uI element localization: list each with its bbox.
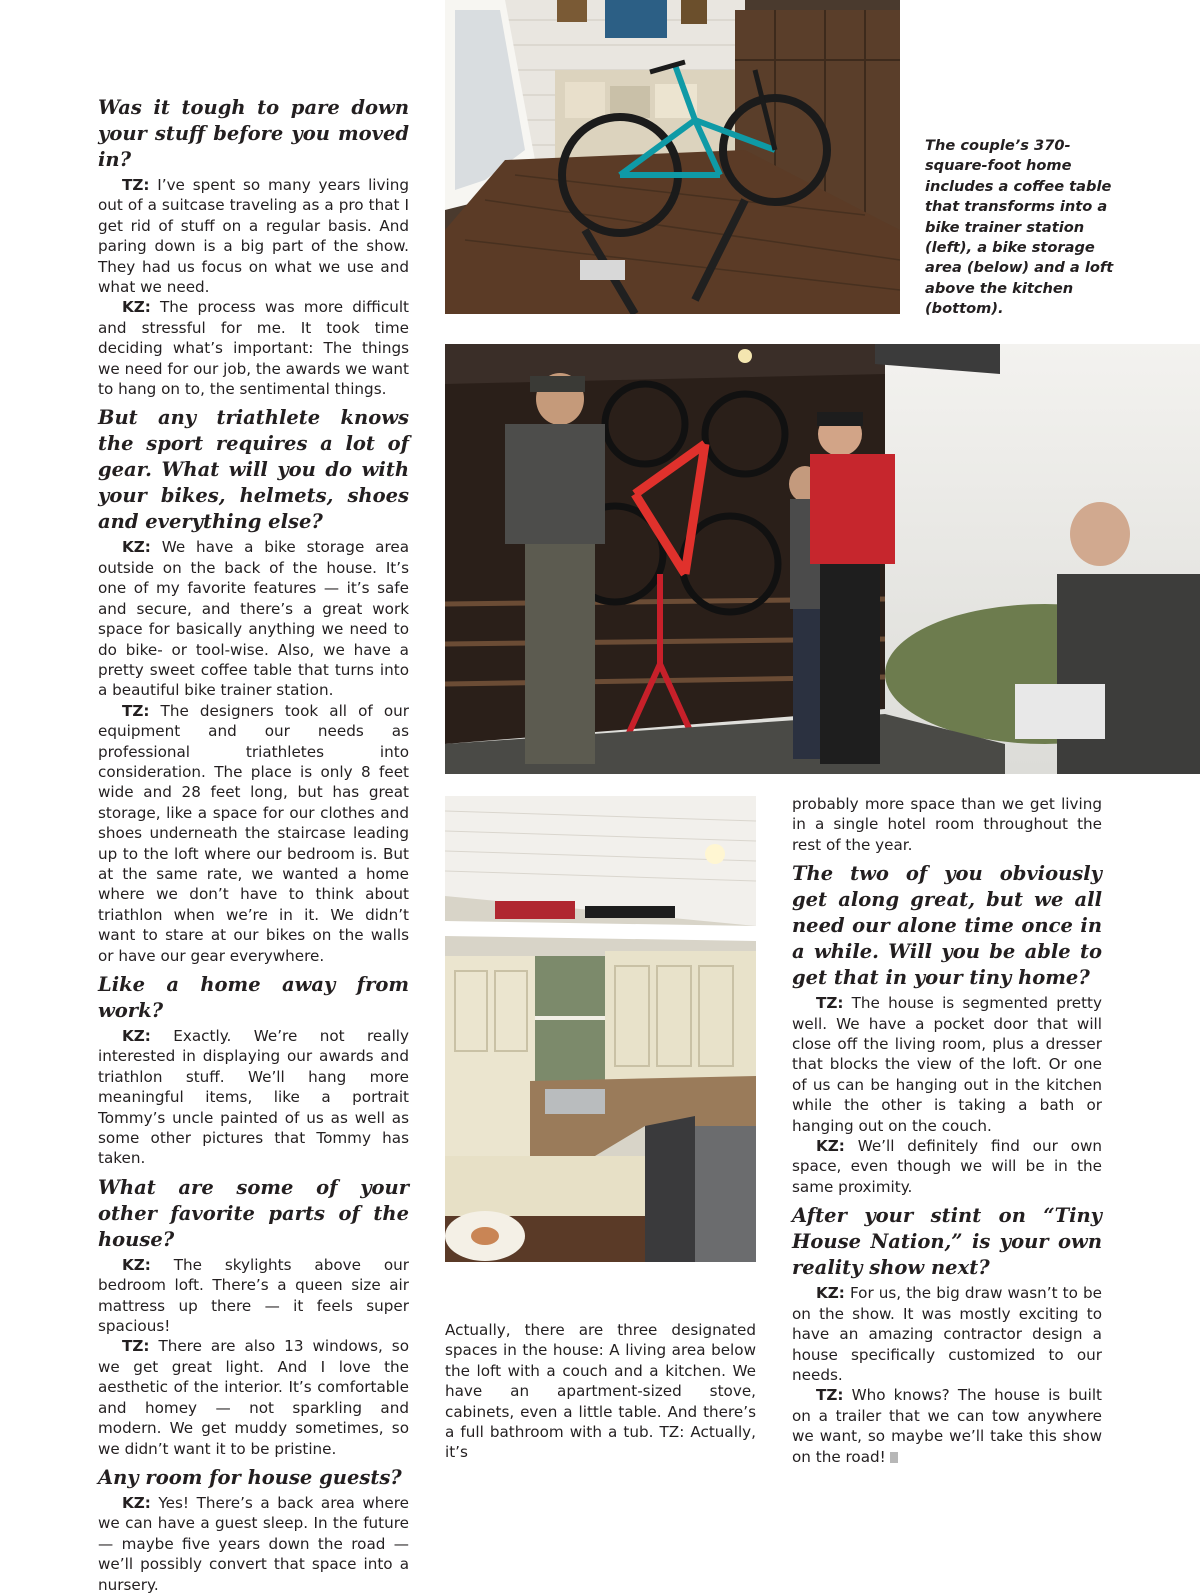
answer-paragraph: KZ: The skylights above our bedroom loft. There’s a queen size air mattress up there — it feels super spacious!	[98, 1255, 409, 1336]
answer-paragraph: KZ: Exactly. We’re not really interested in displaying our awards and triathlon stuff. We’ll hang more meaningful items, like a portrait Tommy’s uncle painted of us as well as some other pictures that Tommy has taken.	[98, 1027, 409, 1168]
question-heading: Any room for house guests?	[98, 1465, 402, 1489]
question-heading: The two of you obviously get along great, but we all need our alone time once in a while. Will you be able to get that in your tiny home?	[792, 862, 1102, 990]
answer-paragraph: KZ: The process was more difficult and stressful for me. It took time deciding what’s important: The things we need for our job, the awards we want to hang on to, the sentimental things.	[98, 298, 409, 399]
continued-paragraph: probably more space than we get living in a single hotel room throughout the rest of the year.	[792, 795, 1102, 854]
question-heading: Like a home away from work?	[98, 973, 409, 1022]
bike-storage-photo	[445, 344, 1200, 774]
left-column	[98, 95, 409, 1595]
answer-paragraph: TZ: The designers took all of our equipment and our needs as professional triathletes into consideration. The place is only 8 feet wide and 28 feet long, but has great storage, like a space for our clothes and shoes underneath the staircase leading up to the loft where our bedroom is. But at the same rate, we wanted a home where we don’t have to think about triathlon when we’re in it. We didn’t want to stare at our bikes on the walls or have our gear everywhere.	[98, 701, 409, 965]
answer-paragraph: TZ: There are also 13 windows, so we get great light. And I love the aesthetic of the interior. It’s comfortable and homey — not sparkling and modern. We get muddy sometimes, so we didn’t want it to be pristine.	[98, 1337, 410, 1458]
question-heading: What are some of your other favorite parts of the house?	[98, 1175, 409, 1251]
kitchen-loft-photo	[445, 796, 756, 1262]
question-heading: After your stint on “Tiny House Nation,” is your own reality show next?	[792, 1204, 1102, 1280]
body-paragraph: Actually, there are three designated spaces in the house: A living area below the loft with a couch and a kitchen. We have an apartment-sized stove, cabinets, even a little table. And there’s a full bathroom with a tub. TZ: Actually, it’s	[445, 1321, 756, 1462]
answer-paragraph: KZ: We’ll definitely find our own space, even though we will be in the same proximity.	[792, 1137, 1102, 1196]
bike-trainer-photo	[445, 0, 900, 314]
question-heading: Was it tough to pare down your stuff before you moved in?	[98, 96, 409, 171]
question-heading: But any triathlete knows the sport requires a lot of gear. What will you do with your bikes, helmets, shoes and everything else?	[98, 406, 409, 534]
end-mark	[890, 1452, 898, 1463]
answer-paragraph: KZ: We have a bike storage area outside on the back of the house. It’s one of my favorite features — it’s safe and secure, and there’s a great work space for basically anything we need to do bike- or tool-wise. Also, we have a pretty sweet coffee table that turns into a beautiful bike trainer station.	[98, 538, 410, 700]
right-column	[792, 794, 1102, 1467]
answer-paragraph: TZ: I’ve spent so many years living out of a suitcase traveling as a pro that I get rid of stuff on a regular basis. And paring down is a big part of the show. They had us focus on what we use and what we need.	[98, 176, 410, 297]
photo-caption: The couple’s 370-square-foot home includes a coffee table that transforms into a bike trainer station (left), a bike storage area (below) and a loft above the kitchen (bottom).	[925, 137, 1114, 318]
answer-paragraph: TZ: Who knows? The house is built on a trailer that we can tow anywhere we want, so maybe we’ll take this show on the road!	[792, 1386, 1102, 1466]
middle-column	[445, 1320, 756, 1463]
answer-paragraph: TZ: The house is segmented pretty well. We have a pocket door that will close off the living room, plus a dresser that blocks the view of the loft. Or one of us can be hanging out in the kitchen while the other is taking a bath or hanging out on the couch.	[792, 994, 1103, 1135]
answer-paragraph: KZ: Yes! There’s a back area where we can have a guest sleep. In the future — maybe five years down the road — we’ll possibly convert that space into a nursery.	[98, 1493, 409, 1594]
answer-paragraph: KZ: For us, the big draw wasn’t to be on the show. It was mostly exciting to have an amazing contractor design a house specifically customized to our needs.	[792, 1284, 1102, 1384]
